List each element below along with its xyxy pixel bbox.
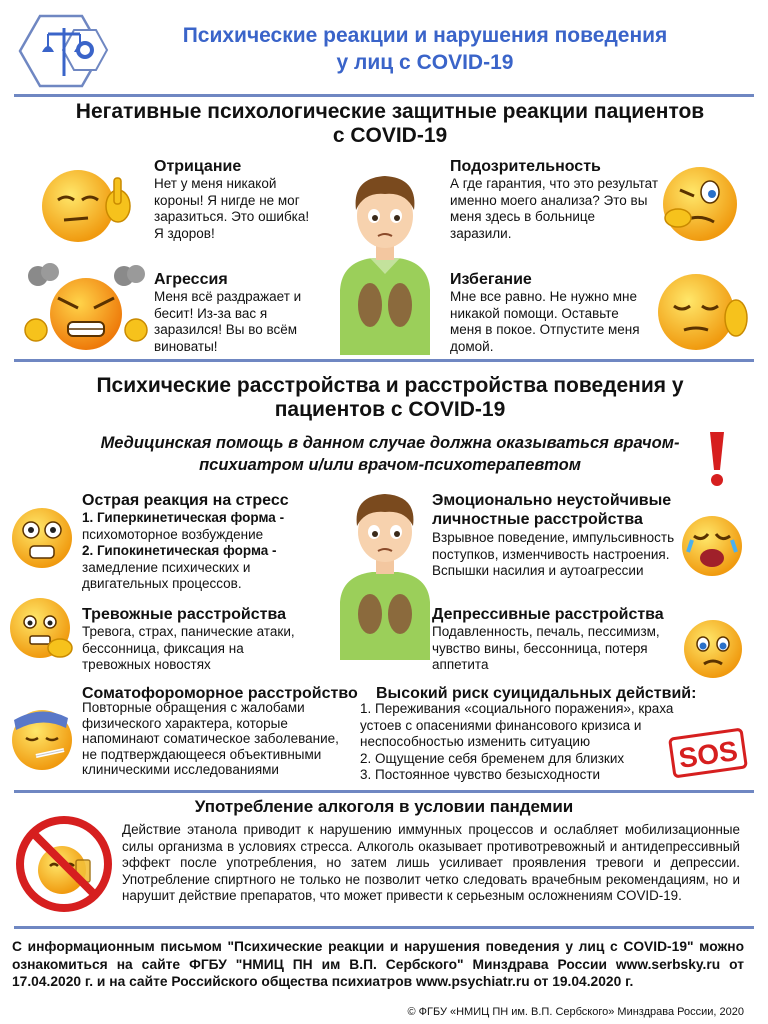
section1-title-line2: с COVID-19 (332, 124, 448, 147)
crying-emoji-icon (680, 512, 744, 578)
denial-emoji-icon (36, 160, 136, 250)
divider (14, 926, 754, 929)
hypokinetic-text: замедление психических и двигательных процессов. (82, 559, 251, 592)
divider (14, 359, 754, 362)
depressive-text: Подавленность, печаль, пессимизм, чувство вины, бессонница, потеря аппетита (432, 624, 660, 673)
poster-title-line2: у лиц с COVID-19 (336, 51, 514, 74)
suspicion-text: А где гарантия, что это результат именно моего анализа? Это вы меня здесь в больнице заразили. (450, 176, 659, 241)
avoidance-emoji-icon (652, 266, 748, 356)
hyperkinetic-label: 1. Гиперкинетическая форма - (82, 510, 285, 525)
anxious-emoji-icon (8, 596, 76, 664)
boy-lungs-illustration (330, 170, 440, 355)
suicide-risk-list (360, 701, 688, 784)
boy-lungs-illustration (330, 490, 440, 660)
emotional-heading (432, 491, 722, 529)
aggression-emoji-icon (24, 262, 148, 354)
depressive-heading: Депрессивные расстройства (432, 606, 664, 623)
section1-title-line1: Негативные психологические защитные реакции пациентов (75, 100, 705, 123)
anxiety-text: Тревога, страх, панические атаки, бессонница, фиксация на тревожных новостях (82, 624, 295, 673)
sad-emoji-icon (682, 618, 744, 680)
hypokinetic-label: 2. Гипокинетическая форма - (82, 543, 277, 559)
sos-label: SOS (676, 735, 740, 774)
copyright: © ФГБУ «НМИЦ ПН им. В.П. Сербского» Минздрава России, 2020 (407, 1006, 744, 1018)
divider (14, 790, 754, 793)
organization-logo-icon (14, 10, 114, 92)
section2-title-line1: Психические расстройства и расстройства поведения у (96, 374, 684, 397)
no-alcohol-icon (14, 814, 114, 914)
suspicion-emoji-icon (654, 160, 744, 250)
sos-stamp-icon (666, 726, 750, 780)
anxiety-heading: Тревожные расстройства (82, 606, 286, 623)
section1-title (30, 100, 750, 148)
section2-title (40, 374, 740, 422)
suicide-risk-item: 3. Постоянное чувство безысходности (360, 767, 601, 783)
acute-stress-text (82, 510, 322, 593)
emotional-text: Взрывное поведение, импульсивность поступков, изменчивость настроения. Вспышки насилия и аутоагрессии (432, 530, 675, 579)
psychiatrist-note-line2: психиатром и/или врачом-психотерапевтом (199, 456, 581, 474)
psychiatrist-note (70, 432, 710, 476)
section2-title-line2: пациентов с COVID-19 (274, 398, 506, 421)
emotional-heading-line2: личностные расстройства (432, 511, 643, 528)
poster-title (120, 22, 730, 76)
aggression-heading: Агрессия (154, 271, 228, 288)
aggression-text: Меня всё раздражает и бесит! Из-за вас я заразился! Вы во всём виноваты! (154, 289, 302, 354)
avoidance-heading: Избегание (450, 271, 532, 288)
psychiatrist-note-line1: Медицинская помощь в данном случае должна оказываться врачом- (100, 434, 680, 452)
alcohol-text: Действие этанола приводит к нарушению иммунных процессов и ослабляет мобилизационные силы организма в условиях стресса. Алкоголь оказывает противотревожный и антидепрессивный эффект после употребления, но затем лишь усиливает проявления тревоги и депрессии. Употребление спиртного не только не позволит четко следовать врачебным рекомендациям, но и нарушит действие препаратов, что может привести к серьезным осложнениям COVID-19. (122, 822, 740, 904)
emotional-heading-line1: Эмоционально неустойчивые (432, 492, 672, 509)
shocked-emoji-icon (10, 504, 74, 570)
denial-heading: Отрицание (154, 158, 242, 175)
sick-emoji-icon (6, 700, 78, 774)
suspicion-heading: Подозрительность (450, 158, 601, 175)
avoidance-text: Мне все равно. Не нужно мне никакой помощи. Оставьте меня в покое. Отпустите меня домой. (450, 289, 640, 354)
suicide-risk-item: 1. Переживания «социального поражения», краха устоев с опасениями финансового кризиса и неспособностью изменить ситуацию (360, 701, 674, 750)
exclamation-icon (702, 430, 732, 488)
info-letter-note: С информационным письмом "Психические реакции и нарушения поведения у лиц с COVID-19" можно ознакомиться на сайте ФГБУ "НМИЦ ПН им В.П. Сербского" Минздрава России www.serbsky.ru от 17.04.2020 г. и на сайте Российского общества психиатров www.psychiatr.ru от 19.04.2020 г. (12, 939, 744, 990)
hyperkinetic-text: психомоторное возбуждение (82, 526, 264, 542)
divider (14, 94, 754, 97)
suicide-risk-item: 2. Ощущение себя бременем для близких (360, 750, 625, 766)
poster-title-line1: Психические реакции и нарушения поведения (182, 24, 668, 47)
somatoform-heading: Соматофороморное расстройство (82, 685, 358, 702)
somatoform-text: Повторные обращения с жалобами физического характера, которые напоминают соматическое заболевание, не подтверждающееся объективными клиническими исследованиями (82, 700, 339, 777)
suicide-risk-heading: Высокий риск суицидальных действий: (376, 685, 697, 702)
alcohol-section-title: Употребление алкоголя в условии пандемии (194, 797, 574, 816)
acute-stress-heading: Острая реакция на стресс (82, 492, 289, 509)
denial-text: Нет у меня никакой короны! Я нигде не мог заразиться. Это ошибка! Я здоров! (154, 176, 310, 241)
